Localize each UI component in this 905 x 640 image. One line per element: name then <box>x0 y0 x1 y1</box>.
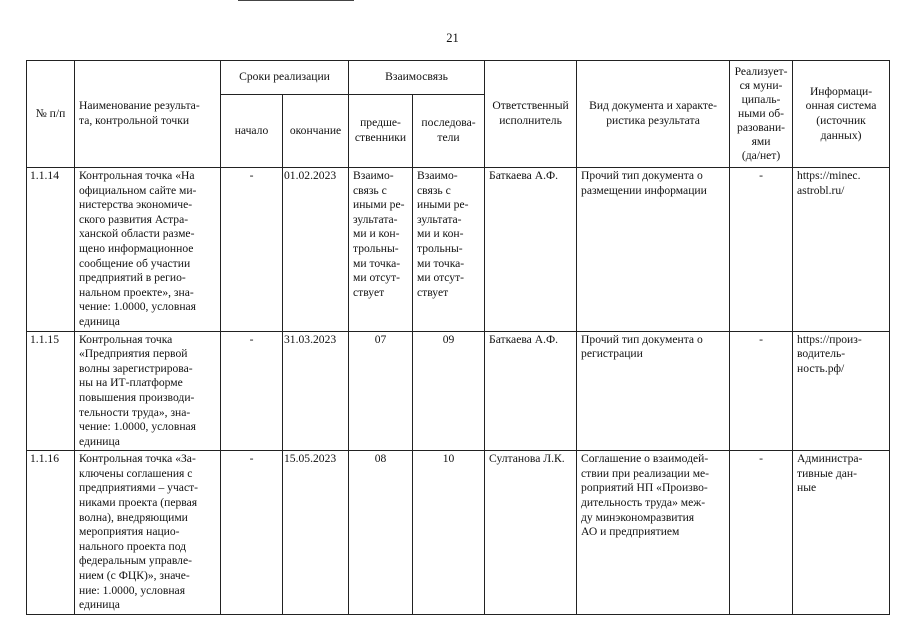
header-dates: Сроки реализации <box>221 61 349 95</box>
row-responsible: Султанова Л.К. <box>485 451 577 615</box>
row-name: Контрольная точка «Предприятия первой волны зарегистрирова- ны на ИТ-платформе повышения производи- тельности труда», зна- чение: 1.0000, условная единица <box>75 331 221 451</box>
header-start: начало <box>221 95 283 168</box>
row-predecessors: 07 <box>349 331 413 451</box>
row-municipal: - <box>730 331 793 451</box>
row-number: 1.1.15 <box>27 331 75 451</box>
header-responsible: Ответственный исполнитель <box>485 61 577 168</box>
header-predecessors: предше- ственники <box>349 95 413 168</box>
row-successors: 09 <box>413 331 485 451</box>
row-document: Соглашение о взаимодей- ствии при реализации ме- роприятий НП «Произво- дительность труда» меж- ду минэкономразвития АО и предприятием <box>577 451 730 615</box>
header-document: Вид документа и характе- ристика результата <box>577 61 730 168</box>
top-rule <box>238 0 354 1</box>
header-link: Взаимосвязь <box>349 61 485 95</box>
row-start: - <box>221 451 283 615</box>
row-predecessors: Взаимо- связь с иными ре- зультата- ми и кон- трольны- ми точка- ми отсут- ствует <box>349 168 413 332</box>
header-num: № п/п <box>27 61 75 168</box>
row-name: Контрольная точка «За- ключены соглашения с предприятиями – участ- никами проекта (первая волна), внедряющими мероприятия нацио- нального проекта под федеральным управле- нием (с ФЦК)», значе- ние: 1.0000, условная единица <box>75 451 221 615</box>
row-end: 31.03.2023 <box>283 331 349 451</box>
header-end: окончание <box>283 95 349 168</box>
row-municipal: - <box>730 451 793 615</box>
header-name: Наименование результа- та, контрольной точки <box>75 61 221 168</box>
row-number: 1.1.14 <box>27 168 75 332</box>
results-table <box>26 60 890 615</box>
row-responsible: Баткаева А.Ф. <box>485 331 577 451</box>
table-row <box>27 331 890 451</box>
row-end: 01.02.2023 <box>283 168 349 332</box>
page-number: 21 <box>446 31 459 45</box>
row-municipal: - <box>730 168 793 332</box>
row-info-system: https://произ- водитель- ность.рф/ <box>793 331 890 451</box>
row-end: 15.05.2023 <box>283 451 349 615</box>
row-name: Контрольная точка «На официальном сайте ми- нистерства экономиче- ского развития Астра- ханской области разме- щено информационное сообщение об участии предприятий в регио- нальном проекте», зна- чение: 1.0000, условная единица <box>75 168 221 332</box>
row-successors: Взаимо- связь с иными ре- зультата- ми и кон- трольны- ми точка- ми отсут- ствует <box>413 168 485 332</box>
table-row <box>27 451 890 615</box>
row-start: - <box>221 331 283 451</box>
row-document: Прочий тип документа о размещении информации <box>577 168 730 332</box>
table-row <box>27 168 890 332</box>
row-predecessors: 08 <box>349 451 413 615</box>
header-municipal: Реализует- ся муни- ципаль- ными об- разовани- ями (да/нет) <box>730 61 793 168</box>
row-info-system: https://minec. astrobl.ru/ <box>793 168 890 332</box>
header-successors: последова- тели <box>413 95 485 168</box>
row-successors: 10 <box>413 451 485 615</box>
row-responsible: Баткаева А.Ф. <box>485 168 577 332</box>
row-start: - <box>221 168 283 332</box>
header-info-system: Информаци- онная система (источник данных) <box>793 61 890 168</box>
row-info-system: Администра- тивные дан- ные <box>793 451 890 615</box>
row-document: Прочий тип документа о регистрации <box>577 331 730 451</box>
row-number: 1.1.16 <box>27 451 75 615</box>
